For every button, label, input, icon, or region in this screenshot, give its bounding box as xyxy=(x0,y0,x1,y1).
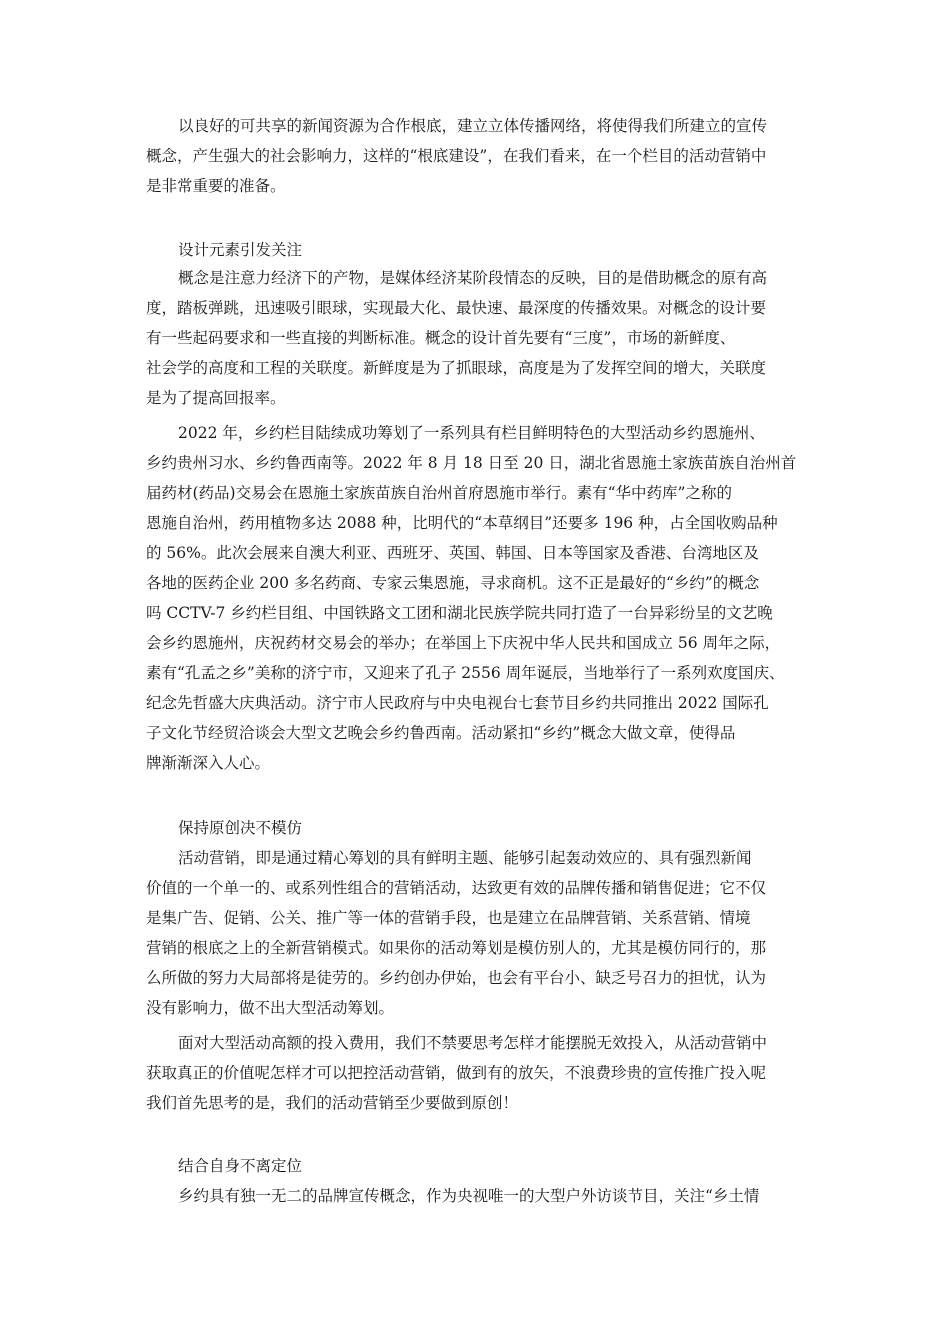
paragraph-line: 社会学的高度和工程的关联度。新鲜度是为了抓眼球，高度是为了发挥空间的增大，关联度 xyxy=(146,359,767,377)
paragraph-line: 牌渐渐深入人心。 xyxy=(146,754,271,772)
paragraph-line: 价值的一个单一的、或系列性组合的营销活动，达致更有效的品牌传播和销售促进；它不仅 xyxy=(146,879,767,897)
paragraph-line: 乡约具有独一无二的品牌宣传概念，作为央视唯一的大型户外访谈节目，关注“乡土情 xyxy=(178,1187,760,1205)
paragraph-line: 没有影响力，做不出大型活动筹划。 xyxy=(146,999,395,1017)
section-heading: 保持原创决不模仿 xyxy=(178,819,303,837)
paragraph-line: 是集广告、促销、公关、推广等一体的营销手段，也是建立在品牌营销、关系营销、情境 xyxy=(146,909,751,927)
paragraph-line: 么所做的努力大局部将是徒劳的。乡约创办伊始，也会有平台小、缺乏号召力的担忧，认为 xyxy=(146,969,767,987)
paragraph-line: 子文化节经贸洽谈会大型文艺晚会乡约鲁西南。活动紧扣“乡约”概念大做文章，使得品 xyxy=(146,724,736,742)
paragraph-line: 获取真正的价值呢怎样才可以把控活动营销，做到有的放矢，不浪费珍贵的宣传推广投入呢 xyxy=(146,1064,767,1082)
paragraph-line: 2022 年，乡约栏目陆续成功筹划了一系列具有栏目鲜明特色的大型活动乡约恩施州、 xyxy=(178,424,765,442)
paragraph-line: 纪念先哲盛大庆典活动。济宁市人民政府与中央电视台七套节目乡约共同推出 2022 国际孔 xyxy=(146,694,769,712)
section-heading: 结合自身不离定位 xyxy=(178,1157,303,1175)
paragraph-line: 恩施自治州，药用植物多达 2088 种，比明代的“本草纲目”还要多 196 种，占全国收购品种 xyxy=(146,514,778,532)
paragraph-line: 我们首先思考的是，我们的活动营销至少要做到原创！ xyxy=(146,1094,519,1112)
paragraph-line: 度，踏板弹跳，迅速吸引眼球，实现最大化、最快速、最深度的传播效果。对概念的设计要 xyxy=(146,299,767,317)
paragraph-line: 吗 CCTV-7 乡约栏目组、中国铁路文工团和湖北民族学院共同打造了一台异彩纷呈的文艺晚 xyxy=(146,604,773,622)
paragraph-line: 是非常重要的准备。 xyxy=(146,177,286,195)
paragraph-line: 以良好的可共享的新闻资源为合作根底，建立立体传播网络，将使得我们所建立的宣传 xyxy=(178,117,768,135)
paragraph-line: 乡约贵州习水、乡约鲁西南等。2022 年 8 月 18 日至 20 日，湖北省恩施土家族苗族自治州首 xyxy=(146,454,797,472)
paragraph-line: 是为了提高回报率。 xyxy=(146,389,286,407)
paragraph-line: 概念是注意力经济下的产物，是媒体经济某阶段情态的反映，目的是借助概念的原有高 xyxy=(178,269,768,287)
paragraph-line: 营销的根底之上的全新营销模式。如果你的活动筹划是模仿别人的，尤其是模仿同行的，那 xyxy=(146,939,767,957)
section-heading: 设计元素引发关注 xyxy=(178,241,303,259)
paragraph-line: 各地的医药企业 200 多名药商、专家云集恩施，寻求商机。这不正是最好的“乡约”的概念 xyxy=(146,574,760,592)
paragraph-line: 届药材(药品)交易会在恩施土家族苗族自治州首府恩施市举行。素有“华中药库”之称的 xyxy=(146,484,732,502)
paragraph-line: 面对大型活动高额的投入费用，我们不禁要思考怎样才能摆脱无效投入，从活动营销中 xyxy=(178,1034,768,1052)
paragraph-line: 素有“孔孟之乡”美称的济宁市，又迎来了孔子 2556 周年诞辰，当地举行了一系列欢度国庆、 xyxy=(146,664,785,682)
paragraph-line: 概念，产生强大的社会影响力，这样的“根底建设”，在我们看来，在一个栏目的活动营销中 xyxy=(146,147,767,165)
paragraph-line: 会乡约恩施州，庆祝药材交易会的举办；在举国上下庆祝中华人民共和国成立 56 周年之际， xyxy=(146,634,781,652)
paragraph-line: 有一些起码要求和一些直接的判断标准。概念的设计首先要有“三度”，市场的新鲜度、 xyxy=(146,329,736,347)
paragraph-line: 的 56%。此次会展来自澳大利亚、西班牙、英国、韩国、日本等国家及香港、台湾地区及 xyxy=(146,544,759,562)
paragraph-line: 活动营销，即是通过精心筹划的具有鲜明主题、能够引起轰动效应的、具有强烈新闻 xyxy=(178,849,752,867)
